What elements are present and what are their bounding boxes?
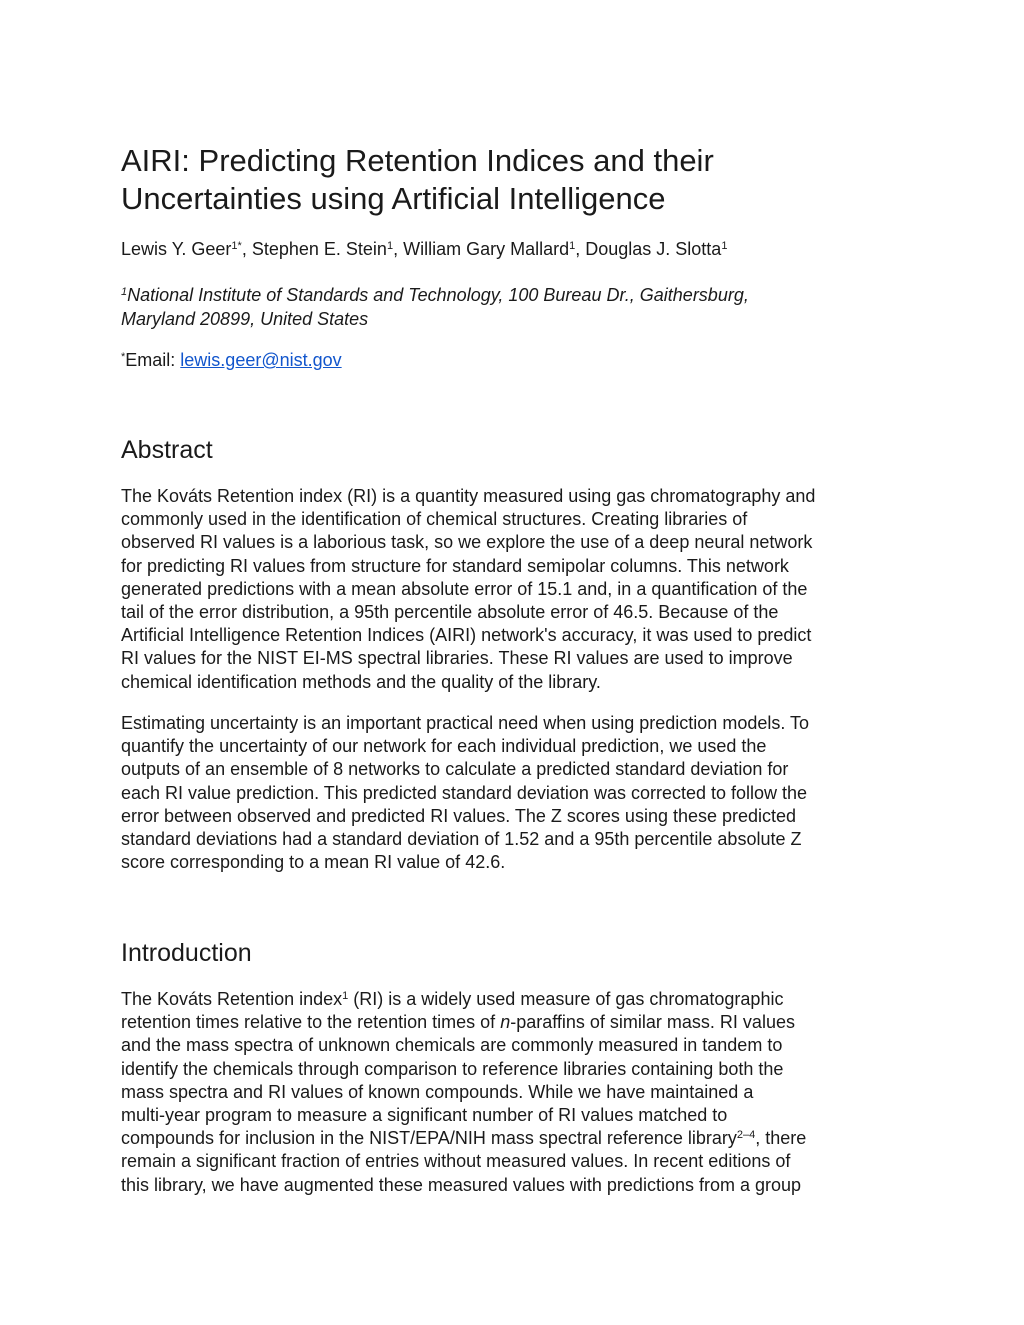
corresponding-marker: * <box>121 351 126 363</box>
text-fragment: -paraffins of similar mass. RI values <box>510 1012 795 1033</box>
text-line: outputs of an ensemble of 8 networks to calculate a predicted standard deviation for <box>121 759 789 780</box>
citation-marker: 2–4 <box>736 1129 756 1142</box>
text-line: standard deviations had a standard deviation of 1.52 and a 95th percentile absolute Z <box>121 829 802 850</box>
author-affiliation-marker: 1 <box>721 240 728 252</box>
text-line: tail of the error distribution, a 95th percentile absolute error of 46.5. Because of the <box>121 602 779 623</box>
affiliation-line <box>121 283 881 307</box>
corresponding-email <box>121 348 342 372</box>
abstract-heading: Abstract <box>121 436 213 464</box>
text-fragment: The Kováts Retention index <box>121 989 343 1009</box>
author-affiliation-marker: 1 <box>569 240 576 252</box>
text-line: RI values for the NIST EI-MS spectral libraries. These RI values are used to improve <box>121 648 793 669</box>
author-list: Lewis Y. Geer$^{1*}$, Stephen E. Stein$^1$, William Gary Mallard$^1$, Douglas J. Slotta$^1$ <box>121 239 728 259</box>
text-line: generated predictions with a mean absolute error of 15.1 and, in a quantification of the <box>121 578 808 599</box>
text-line: each RI value prediction. This predicted standard deviation was corrected to follow the <box>121 782 808 803</box>
author-name: Lewis Y. Geer <box>121 239 232 259</box>
text-line <box>121 988 911 1011</box>
text-line: The Kováts Retention index (RI) is a quantity measured using gas chromatography and <box>121 486 816 506</box>
title-line: Uncertainties using Artificial Intelligence <box>121 181 666 216</box>
text-line: mass spectra and RI values of known compounds. While we have maintained a <box>121 1081 754 1102</box>
text-line: for predicting RI values from structure for standard semipolar columns. This network <box>121 555 789 576</box>
text-line <box>121 1011 911 1034</box>
title-line: AIRI: Predicting Retention Indices and their <box>121 143 714 178</box>
text-fragment: retention times relative to the retention times of <box>121 1012 501 1033</box>
abstract-paragraph-1 <box>121 485 911 694</box>
text-line: identify the chemicals through comparison to reference libraries containing both the <box>121 1058 784 1079</box>
text-fragment: (RI) is a widely used measure of gas chromatographic <box>348 989 784 1009</box>
text-line: this library, we have augmented these measured values with predictions from a group <box>121 1174 802 1195</box>
abstract-paragraph-2 <box>121 712 911 874</box>
introduction-heading: Introduction <box>121 939 252 967</box>
text-line: commonly used in the identification of chemical structures. Creating libraries of <box>121 509 748 530</box>
author-name: William Gary Mallard <box>403 239 570 259</box>
author-name: Stephen E. Stein <box>251 239 387 259</box>
text-line: Artificial Intelligence Retention Indices (AIRI) network's accuracy, it was used to predict <box>121 625 812 646</box>
text-line: and the mass spectra of unknown chemicals are commonly measured in tandem to <box>121 1035 783 1056</box>
email-label: Email: <box>125 350 181 370</box>
email-link[interactable]: lewis.geer@nist.gov <box>180 350 342 370</box>
text-fragment: , there <box>755 1128 807 1149</box>
paper-title <box>121 142 911 218</box>
affiliation-text: National Institute of Standards and Technology, 100 Bureau Dr., Gaithersburg, <box>127 285 749 305</box>
text-line: chemical identification methods and the quality of the library. <box>121 671 601 692</box>
author-name: Douglas J. Slotta <box>585 239 722 259</box>
author-affiliation-marker: 1 <box>386 240 394 252</box>
citation-marker: 1 <box>342 990 349 1002</box>
text-line: multi-year program to measure a significant number of RI values matched to <box>121 1105 728 1126</box>
text-line: error between observed and predicted RI values. The Z scores using these predicted <box>121 805 797 826</box>
introduction-paragraph-1 <box>121 988 911 1197</box>
text-fragment: compounds for inclusion in the NIST/EPA/NIH mass spectral reference library <box>121 1128 737 1149</box>
text-line <box>121 1127 911 1150</box>
affiliation-line: Maryland 20899, United States <box>121 309 369 329</box>
affiliation-marker: 1 <box>121 286 128 298</box>
text-line: remain a significant fraction of entries without measured values. In recent editions of <box>121 1151 791 1172</box>
affiliation <box>121 283 881 331</box>
text-line: Estimating uncertainty is an important practical need when using prediction models. To <box>121 713 810 733</box>
italic-fragment: n <box>500 1012 511 1033</box>
text-line: quantify the uncertainty of our network for each individual prediction, we used the <box>121 736 767 757</box>
text-line: observed RI values is a laborious task, so we explore the use of a deep neural network <box>121 532 813 553</box>
text-line: score corresponding to a mean RI value of 42.6. <box>121 852 506 873</box>
author-affiliation-marker: 1* <box>231 240 242 252</box>
